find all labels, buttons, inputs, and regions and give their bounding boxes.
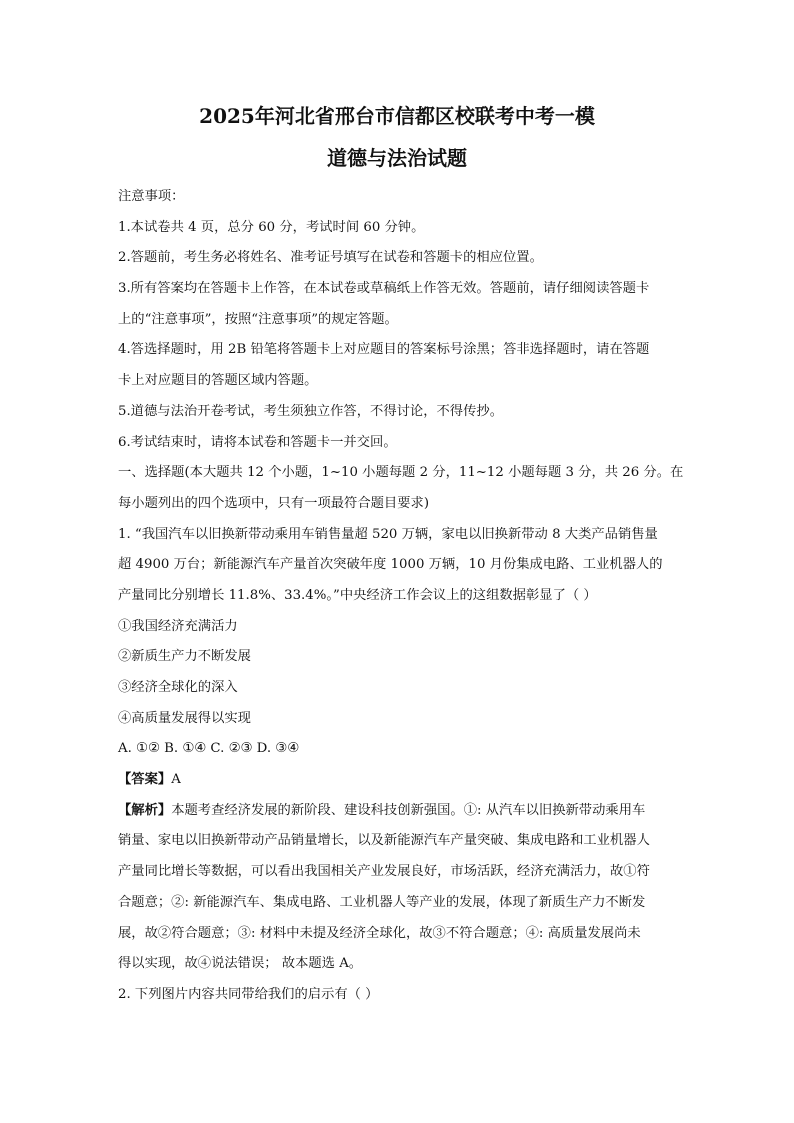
question-1-stem: 产量同比分别增长 11.8%、33.4%。”中央经济工作会议上的这组数据彰显了（ ） (118, 587, 597, 603)
section-heading: 每小题列出的四个选项中，只有一项最符合题目要求) (118, 495, 430, 511)
question-1-statement: ④高质量发展得以实现 (118, 710, 251, 726)
question-1-statement: ①我国经济充满活力 (118, 618, 238, 634)
notice-item: 卡上对应题目的答题区域内答题。 (118, 373, 318, 389)
question-1-statement: ②新质生产力不断发展 (118, 649, 251, 665)
question-1-analysis: 产量同比增长等数据，可以看出我国相关产业发展良好，市场活跃，经济充满活力，故①符 (118, 864, 650, 880)
notice-item: 上的“注意事项”，按照“注意事项”的规定答题。 (118, 311, 398, 327)
question-1-analysis: 合题意；②: 新能源汽车、集成电路、工业机器人等产业的发展，体现了新质生产力不断发 (118, 894, 646, 910)
question-1-analysis: 得以实现，故④说法错误； 故本题选 A。 (118, 956, 363, 972)
question-1-analysis (118, 796, 678, 827)
question-1-options: A. ①② B. ①④ C. ②③ D. ③④ (118, 741, 300, 757)
section-heading: 一、选择题(本大题共 12 个小题，1~10 小题每题 2 分，11~12 小题每题 3 分，共 26 分。在 (118, 465, 684, 481)
answer-value: A (171, 772, 181, 788)
notice-heading: 注意事项： (118, 189, 185, 204)
question-1-statement: ③经济全球化的深入 (118, 680, 238, 695)
notice-item: 4.答选择题时，用 2B 铅笔将答题卡上对应题目的答案标号涂黑；答非选择题时，请在答题 (118, 342, 650, 358)
answer-label: 【答案】 (118, 772, 172, 788)
notice-item: 6.考试结束时，请将本试卷和答题卡一并交回。 (118, 434, 397, 450)
analysis-text: 本题考查经济发展的新阶段、建设科技创新强国。①: 从汽车以旧换新带动乘用车 (171, 802, 646, 818)
question-1-analysis: 销量、家电以旧换新带动产品销量增长，以及新能源汽车产量突破、集成电路和工业机器人 (118, 833, 650, 849)
exam-content (118, 182, 684, 1011)
question-1-stem: 超 4900 万台；新能源汽车产量首次突破年度 1000 万辆，10 月份集成电路、工业机器人的 (118, 557, 663, 573)
notice-item: 1.本试卷共 4 页，总分 60 分，考试时间 60 分钟。 (118, 219, 425, 235)
analysis-label: 【解析】 (118, 802, 172, 818)
question-1-answer (118, 765, 678, 796)
question-1-analysis: 展，故②符合题意；③: 材料中未提及经济全球化，故③不符合题意；④: 高质量发展尚未 (118, 925, 641, 941)
question-1-stem: 1. “我国汽车以旧换新带动乘用车销售量超 520 万辆，家电以旧换新带动 8 大类产品销售量 (118, 526, 658, 542)
exam-title: 2025年河北省邢台市信都区校联考中考一模 (199, 104, 595, 128)
notice-item: 2.答题前，考生务必将姓名、准考证号填写在试卷和答题卡的相应位置。 (118, 250, 543, 266)
notice-item: 5.道德与法治开卷考试，考生须独立作答，不得讨论，不得传抄。 (118, 403, 503, 419)
notice-item: 3.所有答案均在答题卡上作答，在本试卷或草稿纸上作答无效。答题前，请仔细阅读答题卡 (118, 281, 650, 297)
exam-subject-title: 道德与法治试题 (327, 146, 467, 170)
question-2-stem: 2. 下列图片内容共同带给我们的启示有（ ） (118, 986, 379, 1002)
